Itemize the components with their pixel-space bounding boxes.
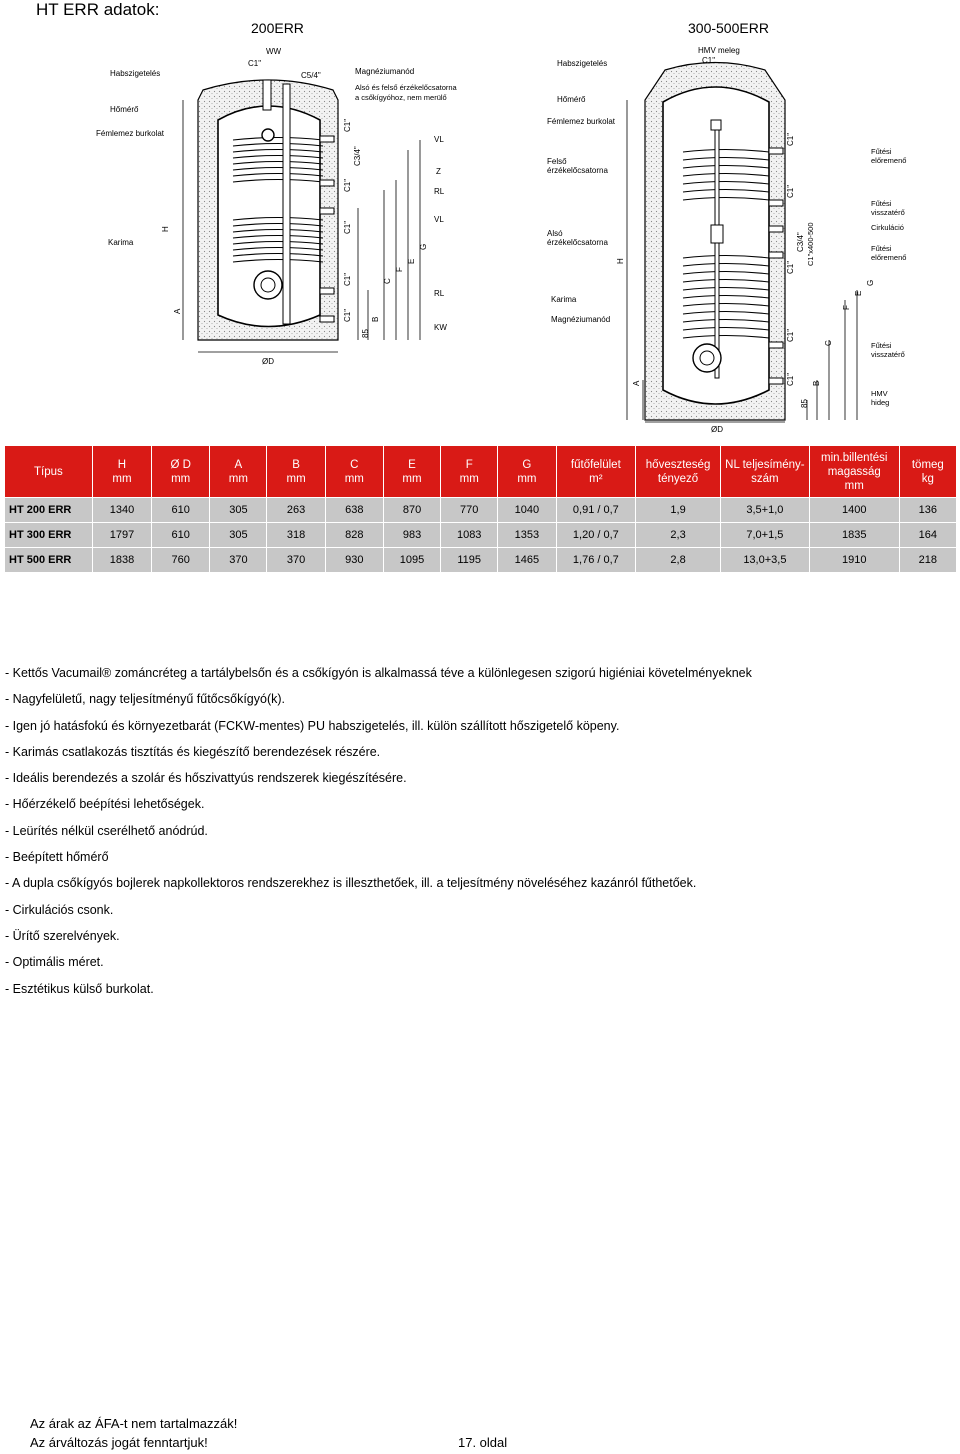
diagram-label: C1": [343, 308, 352, 322]
table-cell: 0,91 / 0,7: [556, 498, 636, 523]
table-cell: 983: [383, 523, 440, 548]
table-cell: 218: [899, 548, 956, 573]
table-cell: 1353: [498, 523, 556, 548]
diagram-label: E: [854, 290, 863, 296]
header-cell: NL teljesímény- szám: [720, 446, 809, 498]
spec-table: [4, 445, 957, 573]
table-cell: HT 300 ERR: [5, 523, 93, 548]
header-cell: E mm: [383, 446, 440, 498]
table-cell: 13,0+3,5: [720, 548, 809, 573]
table-cell: 164: [899, 523, 956, 548]
diagram-label: visszatérő: [871, 208, 905, 217]
table-cell: HT 500 ERR: [5, 548, 93, 573]
list-item: - Leürítés nélkül cserélhető anódrúd.: [5, 823, 208, 838]
table-cell: 7,0+1,5: [720, 523, 809, 548]
header-cell: F mm: [441, 446, 498, 498]
diagram-label: RL: [434, 289, 445, 298]
diagram-label: A: [173, 308, 182, 314]
table-cell: 1340: [92, 498, 151, 523]
footer-note-vat: Az árak az ÁFA-t nem tartalmazzák!: [30, 1416, 238, 1431]
header-cell: B mm: [267, 446, 325, 498]
diagram-label: G: [866, 279, 875, 286]
diagram-label: C: [824, 340, 833, 346]
header-cell: Típus: [5, 446, 93, 498]
table-cell: 760: [152, 548, 210, 573]
diagram-label: VL: [434, 135, 444, 144]
list-item: - Hőérzékelő beépítési lehetőségek.: [5, 797, 205, 812]
table-row: [5, 498, 957, 523]
diagram-label: Habszigetelés: [557, 59, 608, 68]
diagram-label: HMV: [871, 389, 888, 398]
diagram-label: RL: [434, 187, 445, 196]
diagram-label: C1": [343, 272, 352, 286]
diagram-label: KW: [434, 323, 447, 332]
diagram-label: C1": [248, 59, 262, 68]
page-title: HT ERR adatok:: [36, 0, 160, 19]
table-cell: 870: [383, 498, 440, 523]
diagram-label: C1": [343, 118, 352, 132]
diagram-label: Magnéziumanód: [551, 315, 611, 324]
diagram-label: előremenő: [871, 253, 907, 262]
table-cell: 2,3: [636, 523, 721, 548]
table-cell: 638: [325, 498, 383, 523]
diagram-label: C1": [786, 132, 795, 146]
table-row: [5, 523, 957, 548]
header-cell: Ø D mm: [152, 446, 210, 498]
diagram-label: Magnéziumanód: [355, 67, 415, 76]
diagram-label: Fémlemez burkolat: [96, 129, 165, 138]
diagram-label: B: [812, 380, 821, 386]
diagram-label: Fűtési: [871, 244, 892, 253]
feature-list: [5, 664, 752, 1006]
table-cell: 1195: [441, 548, 498, 573]
diagram-label: hideg: [871, 398, 890, 407]
diagram-label: C1": [343, 178, 352, 192]
list-item: - Optimális méret.: [5, 955, 104, 970]
table-cell: 1,76 / 0,7: [556, 548, 636, 573]
diagram-label: visszatérő: [871, 350, 905, 359]
diagram-label: H: [616, 258, 625, 264]
diagram-label: C: [383, 278, 392, 284]
diagram-label: C3/4": [353, 146, 362, 166]
header-cell: fűtőfelület m²: [556, 446, 636, 498]
diagram-label: Hőmérő: [110, 105, 139, 114]
table-cell: 930: [325, 548, 383, 573]
diagram-label: érzékelőcsatorna: [547, 166, 608, 175]
diagram-label: ØD: [262, 357, 274, 366]
list-item: - Beépített hőmérő: [5, 850, 109, 865]
diagram-label: B: [371, 316, 380, 322]
diagram-label: ØD: [711, 425, 723, 434]
header-cell: min.billentési magasság mm: [809, 446, 899, 498]
diagram-label: Fűtési: [871, 199, 892, 208]
diagram-label: C1": [702, 56, 716, 65]
table-cell: 370: [267, 548, 325, 573]
table-cell: 318: [267, 523, 325, 548]
table-cell: 370: [210, 548, 267, 573]
diagram-caption-300-500: 300-500ERR: [688, 20, 769, 36]
header-cell: G mm: [498, 446, 556, 498]
diagram-label: C1": [786, 328, 795, 342]
diagram-label: F: [395, 267, 404, 272]
table-cell: 2,8: [636, 548, 721, 573]
table-cell: 610: [152, 523, 210, 548]
diagram-label: érzékelőcsatorna: [547, 238, 608, 247]
header-cell: C mm: [325, 446, 383, 498]
diagram-label: Karima: [108, 238, 134, 247]
diagram-caption-200: 200ERR: [251, 20, 304, 36]
diagram-label: Fémlemez burkolat: [547, 117, 616, 126]
diagram-label: E: [407, 258, 416, 264]
table-cell: 1838: [92, 548, 151, 573]
table-cell: 1835: [809, 523, 899, 548]
diagram-label: Hőmérő: [557, 95, 586, 104]
diagram-label: C5/4": [301, 71, 321, 80]
diagram-300-500err: [535, 40, 935, 435]
table-cell: 1040: [498, 498, 556, 523]
list-item: - Ideális berendezés a szolár és hőszivattyús rendszerek kiegészítésére.: [5, 771, 407, 786]
diagram-label: VL: [434, 215, 444, 224]
list-item: - Karimás csatlakozás tisztítás és kiegészítő berendezések részére.: [5, 744, 381, 759]
table-cell: 3,5+1,0: [720, 498, 809, 523]
table-cell: 305: [210, 498, 267, 523]
table-cell: 136: [899, 498, 956, 523]
table-row: [5, 548, 957, 573]
diagram-label: Felső: [547, 157, 567, 166]
table-cell: 263: [267, 498, 325, 523]
table-cell: HT 200 ERR: [5, 498, 93, 523]
table-cell: 1400: [809, 498, 899, 523]
diagram-label: 85: [800, 399, 809, 408]
table-cell: 770: [441, 498, 498, 523]
list-item: - Cirkulációs csonk.: [5, 902, 114, 917]
diagram-label: WW: [266, 47, 282, 56]
table-cell: 1083: [441, 523, 498, 548]
table-cell: 828: [325, 523, 383, 548]
diagram-label: H: [161, 226, 170, 232]
diagram-label: C1": [786, 260, 795, 274]
footer-note-price-change: Az árváltozás jogát fenntartjuk!: [30, 1435, 208, 1450]
diagram-label: F: [842, 305, 851, 310]
list-item: - Nagyfelületű, nagy teljesítményű fűtőcsőkígyó(k).: [5, 692, 285, 707]
list-item: - Kettős Vacumail® zománcréteg a tartálybelsőn és a csőkígyón is alkalmassá téve a különlegesen szigorú higiéniai követelményeknek: [5, 666, 752, 680]
diagram-200err: [88, 40, 478, 370]
list-item: - Igen jó hatásfokú és környezetbarát (FCKW-mentes) PU habszigetelés, ill. külön szállított hőszigetelő köpeny.: [5, 718, 620, 733]
list-item: - Esztétikus külső burkolat.: [5, 981, 154, 996]
diagram-label: C3/4": [796, 232, 805, 252]
table-header-row: [5, 446, 957, 498]
table-cell: 1797: [92, 523, 151, 548]
diagram-label: Fűtési: [871, 341, 892, 350]
table-cell: 1465: [498, 548, 556, 573]
diagram-label: C1"x400-500: [806, 222, 815, 266]
diagram-label: C1": [786, 184, 795, 198]
table-cell: 305: [210, 523, 267, 548]
table-cell: 1,20 / 0,7: [556, 523, 636, 548]
diagram-label: Fűtési: [871, 147, 892, 156]
list-item: - Ürítő szerelvények.: [5, 928, 120, 943]
page-number: 17. oldal: [458, 1435, 508, 1450]
diagram-label: Cirkuláció: [871, 223, 904, 232]
header-cell: A mm: [210, 446, 267, 498]
diagram-label: 85: [361, 329, 370, 338]
table-cell: 610: [152, 498, 210, 523]
diagram-label: G: [419, 243, 428, 250]
diagram-label: Alsó és felső érzékelőcsatorna: [355, 83, 457, 92]
diagram-label: a csőkígyóhoz, nem merülő: [355, 93, 447, 102]
diagram-label: A: [632, 380, 641, 386]
table-cell: 1095: [383, 548, 440, 573]
header-cell: hőveszteség tényező: [636, 446, 721, 498]
diagram-label: előremenő: [871, 156, 907, 165]
table-cell: 1,9: [636, 498, 721, 523]
diagram-label: HMV meleg: [698, 46, 740, 55]
diagram-label: Habszigetelés: [110, 69, 161, 78]
diagram-label: C1": [786, 372, 795, 386]
header-cell: H mm: [92, 446, 151, 498]
diagram-label: Alsó: [547, 229, 563, 238]
diagram-label: Karima: [551, 295, 577, 304]
header-cell: tömeg kg: [899, 446, 956, 498]
list-item: - A dupla csőkígyós bojlerek napkollektoros rendszerekhez is illeszthetőek, ill. a teljesítmény növeléséhez kazánról fűthetőek.: [5, 876, 697, 891]
diagram-label: C1": [343, 220, 352, 234]
diagram-label: Z: [436, 167, 441, 176]
table-cell: 1910: [809, 548, 899, 573]
